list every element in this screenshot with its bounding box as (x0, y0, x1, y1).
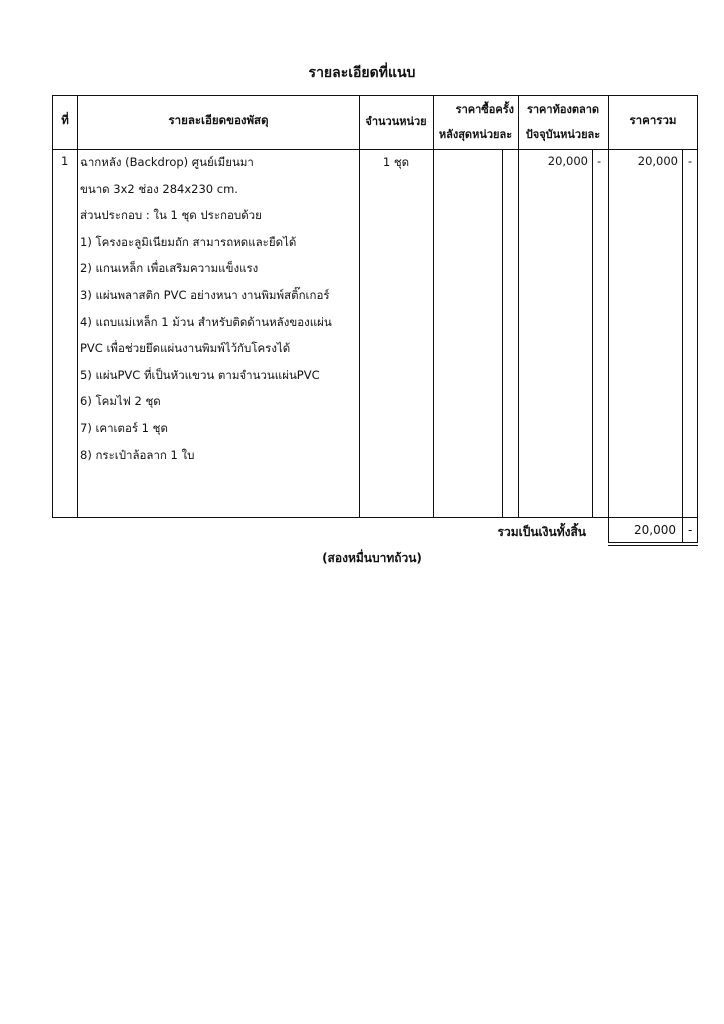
col-divider-total-satang (682, 149, 683, 518)
item-market-price: 20,000 (547, 154, 588, 168)
col-divider-last-satang (502, 149, 503, 518)
item-description-line: 5) แผ่นPVC ที่เป็นหัวแขวน ตามจำนวนแผ่นPVC (80, 367, 320, 382)
item-description-line: 6) โคมไฟ 2 ชุด (80, 394, 161, 409)
header-divider (52, 149, 698, 150)
header-quantity: จำนวนหน่วย (365, 115, 427, 128)
item-description-line: 7) เคาเตอร์ 1 ชุด (80, 421, 168, 435)
item-description-line: 3) แผ่นพลาสติก PVC อย่างหนา งานพิมพ์สติ๊กเกอร์ (80, 288, 330, 302)
col-divider-qty (433, 95, 434, 518)
item-description-line: 8) กระเป๋าล้อลาก 1 ใบ (80, 447, 195, 462)
header-total: ราคารวม (629, 113, 677, 127)
grand-total-mid-border (682, 518, 683, 542)
item-quantity: 1 ชุด (382, 155, 410, 169)
grand-total-satang: - (688, 523, 693, 537)
item-description-line: 2) แกนเหล็ก เพื่อเสริมความแข็งแรง (80, 261, 259, 276)
item-total: 20,000 (637, 154, 678, 168)
header-no: ที่ (61, 113, 69, 127)
header-last-price-line2: หลังสุดหน่วยละ (438, 128, 513, 141)
item-description-line: ฉากหลัง (Backdrop) ศูนย์เมียนมา (80, 155, 254, 169)
amount-in-words: (สองหมื่นบาทถ้วน) (322, 551, 422, 565)
header-last-price-line1: ราคาซื้อครั้ง (455, 103, 514, 116)
grand-total-left-border (608, 518, 609, 542)
item-description-line: 4) แถบแม่เหล็ก 1 ม้วน สำหรับติดด้านหลังของแผ่น (80, 314, 332, 329)
col-divider-no (77, 95, 78, 518)
item-market-price-satang: - (597, 154, 602, 168)
table-border-left (52, 95, 53, 518)
grand-total-underline-1 (608, 542, 698, 543)
grand-total-value: 20,000 (634, 523, 676, 537)
header-market-price-line1: ราคาท้องตลาด (526, 103, 600, 116)
grand-total-underline-2 (608, 545, 698, 546)
table-border-right (697, 95, 698, 518)
item-description-line: PVC เพื่อช่วยยึดแผ่นงานพิมพ์ไว้กับโครงได้ (80, 341, 291, 356)
item-description-line: ขนาด 3x2 ช่อง 284x230 cm. (80, 181, 238, 196)
item-no: 1 (61, 154, 69, 168)
items-table (52, 95, 698, 518)
col-divider-market-satang (592, 149, 593, 518)
item-description-line: ส่วนประกอบ : ใน 1 ชุด ประกอบด้วย (80, 208, 262, 223)
header-description: รายละเอียดของพัสดุ (168, 113, 269, 127)
item-description-line: 1) โครงอะลูมิเนียมถัก สามารถหดและยืดได้ (80, 234, 297, 249)
page-title: รายละเอียดที่แนบ (308, 65, 416, 81)
item-total-satang: - (688, 154, 693, 168)
table-border-top (52, 95, 698, 96)
grand-total-label: รวมเป็นเงินทั้งสิ้น (497, 525, 586, 539)
table-border-bottom (52, 517, 698, 518)
header-market-price-line2: ปัจจุบันหน่วยละ (525, 128, 601, 141)
grand-total-right-border (697, 518, 698, 542)
